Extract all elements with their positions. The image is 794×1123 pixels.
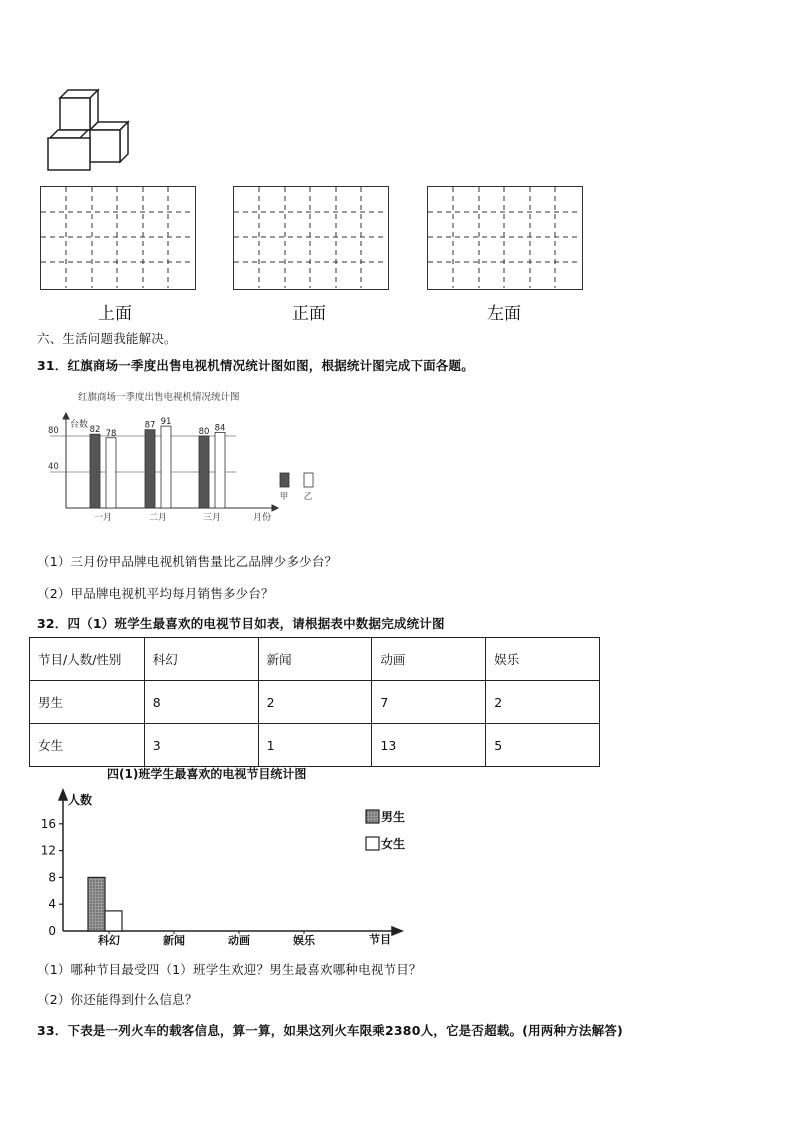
chart2-category-label: 娱乐 <box>293 934 315 947</box>
table-cell: 女生 <box>30 724 145 767</box>
chart1-y-tick: 80 <box>48 426 59 436</box>
chart2-bar <box>105 911 122 931</box>
chart2-y-tick: 12 <box>40 843 56 858</box>
table-header-cell: 节目/人数/性别 <box>30 638 145 681</box>
chart2-legend-swatch <box>366 810 379 823</box>
table-cell: 2 <box>258 681 372 724</box>
chart1-category-label: 三月 <box>202 513 222 523</box>
chart1-category-label: 二月 <box>148 513 168 523</box>
table-header-cell: 娱乐 <box>486 638 600 681</box>
chart2-legend-label: 男生 <box>381 810 406 824</box>
chart2-y-tick: 16 <box>40 816 56 831</box>
table-header-cell: 科幻 <box>144 638 258 681</box>
question-32: 32．四（1）班学生最喜欢的电视节目如表，请根据表中数据完成统计图 <box>37 616 445 631</box>
chart1-y-tick: 40 <box>48 462 59 472</box>
chart2-ylabel: 人数 <box>68 793 93 807</box>
chart2-category-label: 动画 <box>228 934 250 947</box>
chart2-legend-label: 女生 <box>381 837 406 851</box>
chart2-y-tick: 4 <box>48 897 56 912</box>
chart1-data-label: 80 <box>198 427 210 437</box>
chart1-bar <box>199 436 209 508</box>
chart2-bar <box>88 877 105 931</box>
chart1-y-arrow <box>63 413 69 419</box>
chart2-y-tick: 8 <box>48 870 56 885</box>
chart1-bar <box>215 432 225 508</box>
chart1-bar <box>90 434 100 508</box>
table-cell: 2 <box>486 681 600 724</box>
chart1-legend-swatch <box>304 473 313 487</box>
table-header-row <box>30 638 600 681</box>
chart1-legend-label: 甲 <box>279 492 289 502</box>
front-view-label: 正面 <box>292 304 326 324</box>
question-32-sub1: （1）哪种节目最受四（1）班学生欢迎？男生最喜欢哪种电视节目？ <box>37 962 422 977</box>
chart1-bar <box>161 426 171 508</box>
chart2-xlabel: 节目 <box>369 933 391 946</box>
chart1-x-arrow <box>272 505 278 511</box>
question-31-sub2: （2）甲品牌电视机平均每月销售多少台？ <box>37 586 274 601</box>
chart1-data-label: 91 <box>160 417 172 428</box>
left-view-grid[interactable] <box>427 186 583 290</box>
table-cell: 男生 <box>30 681 145 724</box>
chart1-bar <box>145 430 155 508</box>
chart1-data-label: 87 <box>144 420 156 431</box>
table-row <box>30 681 600 724</box>
table-header-cell: 新闻 <box>258 638 372 681</box>
chart1-data-label: 84 <box>214 423 226 434</box>
chart2-title: 四(1)班学生最喜欢的电视节目统计图 <box>107 767 307 781</box>
table-cell: 13 <box>372 724 486 767</box>
question-31-sub1: （1）三月份甲品牌电视机销售量比乙品牌少多少台？ <box>37 554 338 569</box>
chart2-category-label: 新闻 <box>163 934 185 947</box>
chart1-bar <box>106 438 116 508</box>
table-row <box>30 724 600 767</box>
chart1-legend-swatch <box>280 473 289 487</box>
top-view-grid[interactable] <box>40 186 196 290</box>
chart1-legend-label: 乙 <box>303 492 313 502</box>
tv-sales-chart <box>40 383 340 528</box>
table-cell: 7 <box>372 681 486 724</box>
chart1-title: 红旗商场一季度出售电视机情况统计图 <box>78 392 240 403</box>
chart2-x-arrow <box>392 927 402 935</box>
section-heading: 六、生活问题我能解决。 <box>37 331 177 346</box>
chart2-y-arrow <box>59 790 67 800</box>
table-header-cell: 动画 <box>372 638 486 681</box>
question-32-sub2: （2）你还能得到什么信息？ <box>37 992 198 1007</box>
table-cell: 8 <box>144 681 258 724</box>
chart2-category-label: 科幻 <box>98 934 120 947</box>
tv-preference-table <box>29 637 600 767</box>
cube-figure <box>44 86 134 174</box>
chart1-data-label: 82 <box>89 425 101 436</box>
chart1-ylabel: 台数 <box>70 420 89 430</box>
table-cell: 3 <box>144 724 258 767</box>
tv-preference-chart[interactable] <box>30 766 420 948</box>
top-view-label: 上面 <box>98 304 132 324</box>
chart1-xlabel: 月份 <box>252 513 272 523</box>
chart2-legend-swatch <box>366 837 379 850</box>
left-view-label: 左面 <box>487 304 521 324</box>
table-cell: 1 <box>258 724 372 767</box>
question-33: 33．下表是一列火车的载客信息，算一算，如果这列火车限乘2380人，它是否超载。(用两种方法解答) <box>37 1023 623 1038</box>
question-31: 31．红旗商场一季度出售电视机情况统计图如图，根据统计图完成下面各题。 <box>37 358 474 373</box>
chart2-y-tick: 0 <box>48 924 56 938</box>
chart1-data-label: 78 <box>105 428 117 439</box>
chart1-category-label: 一月 <box>93 513 113 523</box>
table-cell: 5 <box>486 724 600 767</box>
front-view-grid[interactable] <box>233 186 389 290</box>
